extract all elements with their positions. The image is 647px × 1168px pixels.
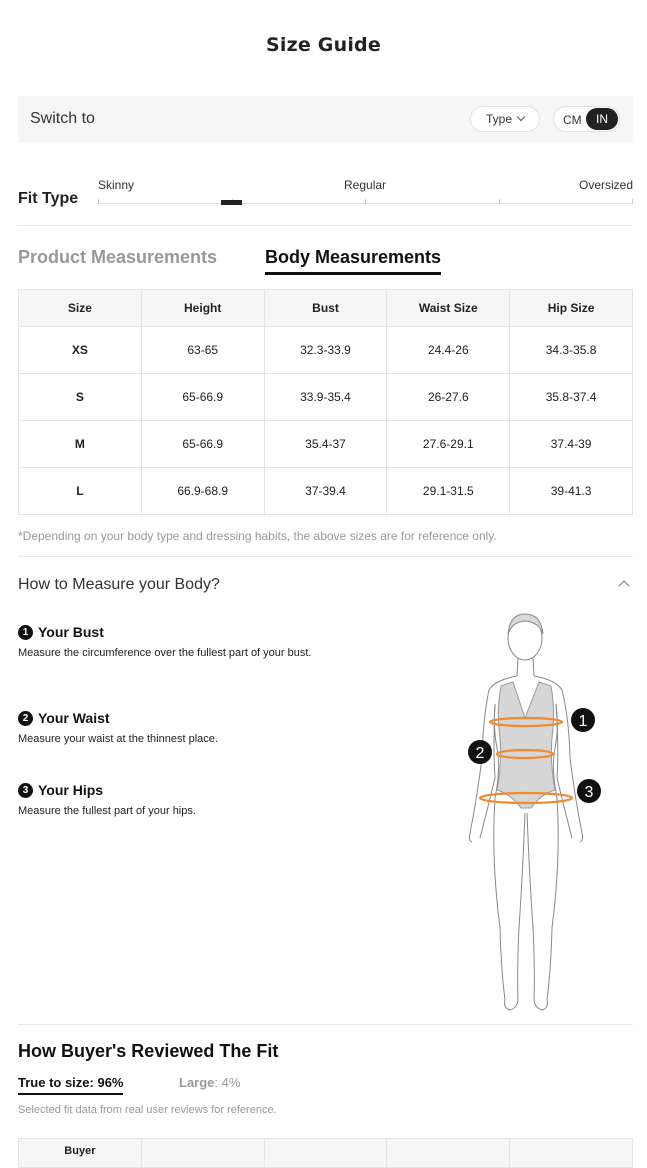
measure-desc: Measure the fullest part of your hips.: [18, 805, 196, 817]
col-header: [387, 1139, 510, 1167]
table-row: [19, 468, 633, 515]
cell-height: 66.9-68.9: [141, 468, 264, 515]
figure-label-1: 1: [578, 713, 588, 730]
cell-hip: 34.3-35.8: [510, 327, 633, 374]
measure-title: Your Bust: [38, 624, 104, 640]
col-header: [265, 1139, 388, 1167]
unit-cm-option[interactable]: CM: [563, 113, 582, 127]
table-row: [19, 421, 633, 468]
cell-hip: 35.8-37.4: [510, 374, 633, 421]
reference-note: *Depending on your body type and dressing habits, the above sizes are for reference only.: [18, 529, 497, 543]
reviews-note: Selected fit data from real user reviews for reference.: [18, 1104, 277, 1116]
buyer-table-header: [18, 1138, 633, 1168]
number-badge: 1: [18, 625, 33, 640]
unit-toggle[interactable]: [553, 106, 620, 132]
switch-label: Switch to: [30, 110, 95, 127]
cell-height: 63-65: [141, 327, 264, 374]
type-label: Type: [485, 112, 512, 126]
cell-bust: 35.4-37: [264, 421, 387, 468]
cell-waist: 29.1-31.5: [387, 468, 510, 515]
figure-label-2: 2: [475, 745, 485, 762]
large-value: : 4%: [214, 1075, 241, 1090]
col-header-height: Height: [141, 290, 264, 327]
tab-body-measurements[interactable]: Body Measurements: [265, 247, 441, 275]
page-title: Size Guide: [266, 34, 381, 56]
tab-true-to-size[interactable]: True to size: 96%: [18, 1075, 123, 1095]
type-dropdown[interactable]: [470, 106, 540, 132]
cell-size: S: [19, 374, 142, 421]
chevron-down-icon: [517, 113, 525, 121]
divider: [18, 1024, 633, 1025]
fit-type-label: Fit Type: [18, 190, 79, 207]
measure-waist: [18, 710, 318, 746]
chevron-up-icon[interactable]: [618, 580, 629, 591]
cell-size: M: [19, 421, 142, 468]
cell-hip: 39-41.3: [510, 468, 633, 515]
number-badge: 3: [18, 783, 33, 798]
cell-height: 65-66.9: [141, 374, 264, 421]
table-row: [19, 374, 633, 421]
tab-product-measurements[interactable]: Product Measurements: [18, 247, 218, 267]
cell-waist: 27.6-29.1: [387, 421, 510, 468]
tab-large[interactable]: [179, 1075, 240, 1090]
divider: [18, 225, 633, 226]
fit-option-oversized: Oversized: [579, 178, 634, 192]
measure-desc: Measure the circumference over the fullest part of your bust.: [18, 647, 312, 659]
cell-bust: 33.9-35.4: [264, 374, 387, 421]
fit-option-regular: Regular: [344, 178, 387, 192]
number-badge: 2: [18, 711, 33, 726]
body-figure-illustration: [455, 608, 605, 1018]
measure-desc: Measure your waist at the thinnest place.: [18, 733, 218, 745]
cell-bust: 32.3-33.9: [264, 327, 387, 374]
size-table: [18, 289, 633, 515]
figure-label-3: 3: [584, 784, 594, 801]
cell-size: XS: [19, 327, 142, 374]
fit-marker: [221, 200, 242, 205]
divider: [18, 556, 633, 557]
cell-bust: 37-39.4: [264, 468, 387, 515]
fit-scale-tick: [98, 199, 99, 204]
reviews-title: How Buyer's Reviewed The Fit: [18, 1041, 279, 1061]
col-header-waist: Waist Size: [387, 290, 510, 327]
fit-scale-tick: [632, 199, 633, 204]
large-label: Large: [179, 1075, 215, 1090]
measure-title: Your Waist: [38, 710, 110, 726]
table-header-row: [19, 290, 633, 327]
measure-hips: [18, 782, 318, 818]
fit-option-skinny: Skinny: [98, 178, 135, 192]
fit-scale-tick: [499, 199, 500, 204]
unit-in-option[interactable]: IN: [586, 108, 618, 130]
how-to-measure-title: How to Measure your Body?: [18, 576, 220, 593]
col-header-bust: Bust: [264, 290, 387, 327]
measure-title: Your Hips: [38, 782, 104, 798]
cell-waist: 26-27.6: [387, 374, 510, 421]
col-header-size: Size: [19, 290, 142, 327]
col-header-buyer: Buyer: [19, 1139, 142, 1167]
col-header-hip: Hip Size: [510, 290, 633, 327]
col-header: [142, 1139, 265, 1167]
switch-bar: [18, 96, 633, 142]
measure-bust: [18, 624, 318, 660]
table-row: [19, 327, 633, 374]
cell-hip: 37.4-39: [510, 421, 633, 468]
col-header: [510, 1139, 632, 1167]
fit-scale-tick: [365, 199, 366, 204]
cell-height: 65-66.9: [141, 421, 264, 468]
cell-waist: 24.4-26: [387, 327, 510, 374]
cell-size: L: [19, 468, 142, 515]
